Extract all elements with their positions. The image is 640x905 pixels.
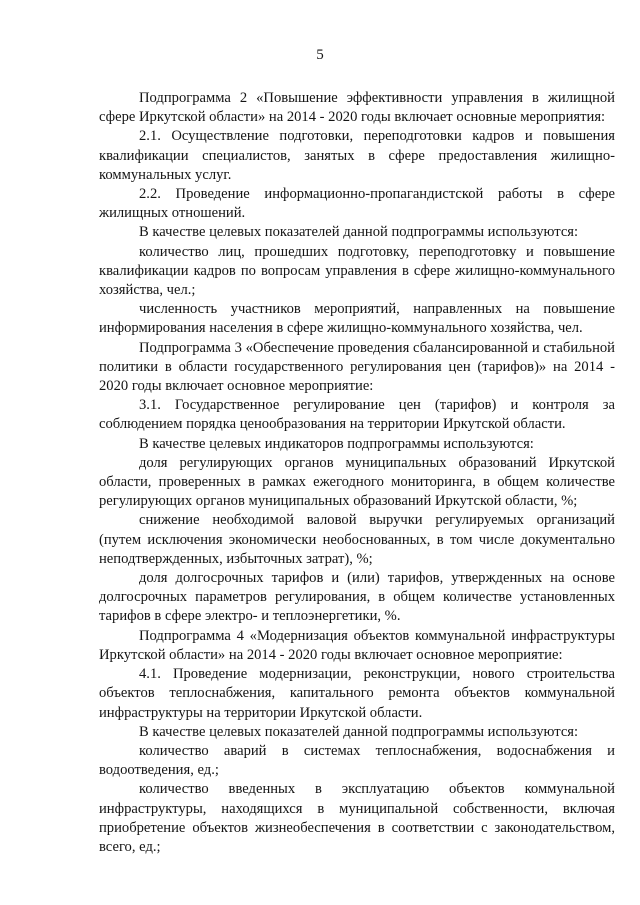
paragraph-indicator: снижение необходимой валовой выручки регулируемых организаций (путем исключения экономически необоснованных, в том числе документально неподтвержденных, избыточных затрат), %; [99,512,615,567]
paragraph-indicators-intro: В качестве целевых показателей данной подпрограммы используются: [139,723,579,740]
paragraph-subprogram-4: Подпрограмма 4 «Модернизация объектов коммунальной инфраструктуры Иркутской области» на 2014 - 2020 годы включает основное мероприятие: [99,627,615,663]
paragraph-item-4-1: 4.1. Проведение модернизации, реконструкции, нового строительства объектов теплоснабжения, капитального ремонта объектов коммунальной инфраструктуры на территории Иркутской области. [99,666,615,721]
paragraph-item-3-1: 3.1. Государственное регулирование цен (тарифов) и контроля за соблюдением порядка ценообразования на территории Иркутской области. [99,397,615,433]
paragraph-indicators-intro: В качестве целевых показателей данной подпрограммы используются: [139,224,579,241]
paragraph-indicator: количество аварий в системах теплоснабжения, водоснабжения и водоотведения, ед.; [99,742,615,779]
paragraph-item-2-2: 2.2. Проведение информационно-пропагандистской работы в сфере жилищных отношений. [99,186,615,222]
paragraph-subprogram-3: Подпрограмма 3 «Обеспечение проведения сбалансированной и стабильной политики в области государственного регулирования цен (тарифов)» на 2014 - 2020 годы включает основное мероприятие: [99,339,615,395]
paragraph-indicator: доля регулирующих органов муниципальных образований Иркутской области, проверенных в рамках ежегодного мониторинга, в общем количестве регулирующих органов муниципальных образований Иркутской области, %; [99,454,615,510]
paragraph-indicator: количество введенных в эксплуатацию объектов коммунальной инфраструктуры, находящихся в муниципальной собственности, включая приобретение объектов жизнеобеспечения в соответствии с законодательством, всего, ед.; [99,781,615,855]
paragraph-subprogram-2: Подпрограмма 2 «Повышение эффективности управления в жилищной сфере Иркутской области» на 2014 - 2020 годы включает основные мероприятия: [99,90,615,126]
paragraph-indicator: количество лиц, прошедших подготовку, переподготовку и повышение квалификации кадров по вопросам управления в сфере жилищно-коммунального хозяйства, чел.; [99,243,615,299]
paragraph-indicator: численность участников мероприятий, направленных на повышение информирования населения в сфере жилищно-коммунального хозяйства, чел. [99,301,615,337]
paragraph-indicators-intro: В качестве целевых индикаторов подпрограммы используются: [139,435,534,452]
paragraph-item-2-1: 2.1. Осуществление подготовки, переподготовки кадров и повышения квалификации специалистов, занятых в сфере предоставления жилищно-коммунальных услуг. [99,128,615,183]
page-number: 5 [316,47,324,63]
document-body [99,89,615,857]
paragraph-indicator: доля долгосрочных тарифов и (или) тарифов, утвержденных на основе долгосрочных параметров регулирования, в общем количестве установленных тарифов в сфере электро- и теплоэнергетики, %. [99,570,615,625]
